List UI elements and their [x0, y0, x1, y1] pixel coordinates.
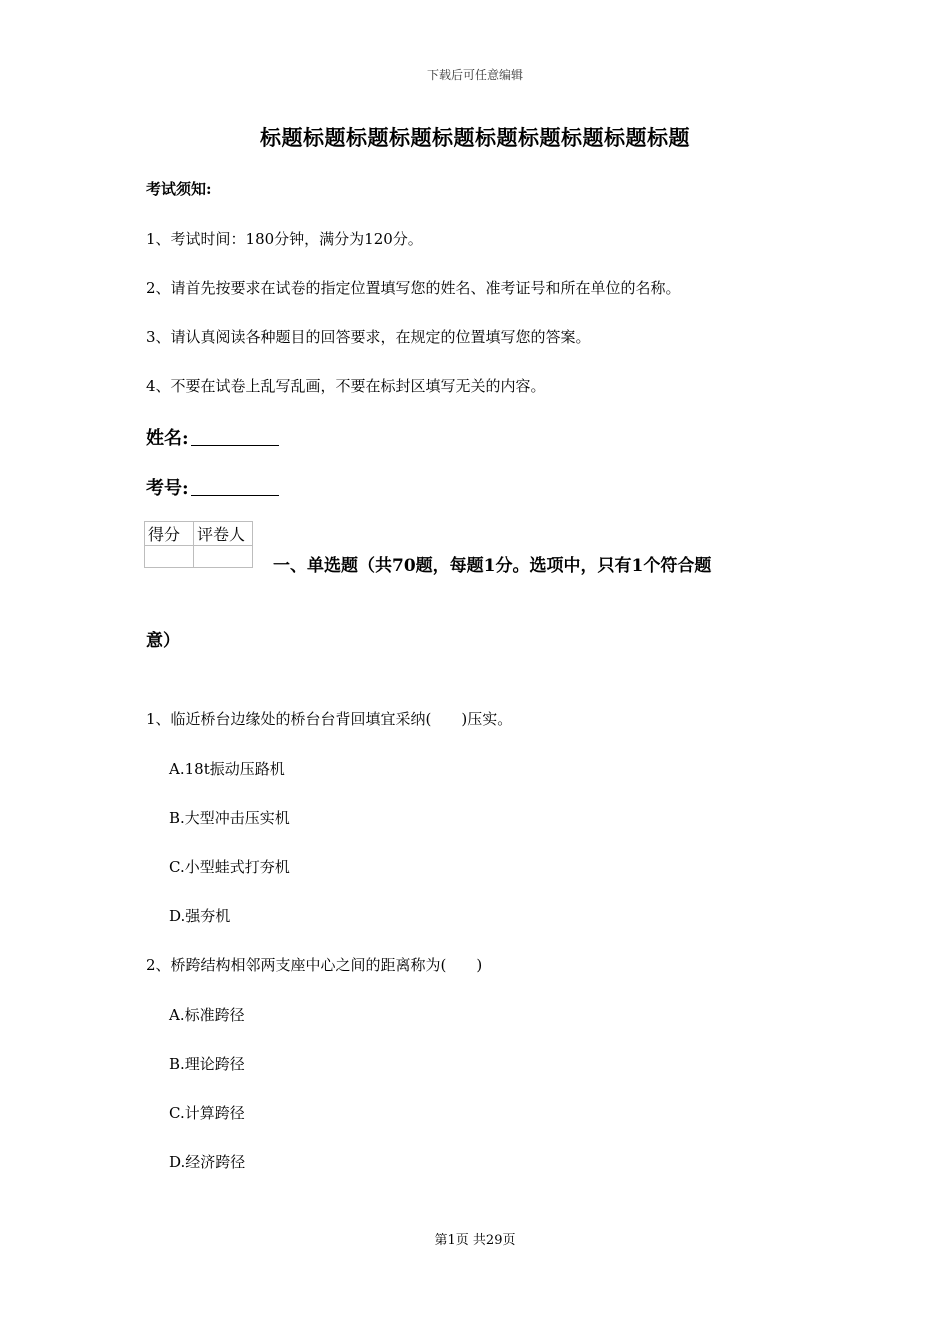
score-table: [144, 521, 253, 568]
answer-option[interactable]: C.小型蛙式打夯机: [169, 858, 290, 876]
id-label: 考号:: [146, 478, 189, 499]
answer-option[interactable]: A.18t振动压路机: [169, 760, 285, 778]
score-header: 得分: [145, 522, 194, 546]
notice-heading: 考试须知:: [146, 180, 212, 198]
name-field: [146, 424, 279, 450]
notice-item: 1、考试时间：180分钟，满分为120分。: [146, 230, 423, 248]
section-heading-continued: 意）: [146, 631, 180, 651]
answer-option[interactable]: B.大型冲击压实机: [169, 809, 290, 827]
name-blank[interactable]: [191, 427, 279, 446]
answer-option[interactable]: D.强夯机: [169, 907, 231, 925]
page-footer: 第1页 共29页: [434, 1233, 516, 1248]
notice-item: 4、不要在试卷上乱写乱画，不要在标封区填写无关的内容。: [146, 377, 546, 395]
answer-option[interactable]: A.标准跨径: [169, 1006, 245, 1024]
score-cell[interactable]: [145, 546, 194, 568]
page-header: 下载后可任意编辑: [426, 68, 523, 82]
question-stem: 1、临近桥台边缘处的桥台台背回填宜采纳( )压实。: [146, 710, 513, 728]
answer-option[interactable]: C.计算跨径: [169, 1104, 245, 1122]
id-blank[interactable]: [191, 477, 279, 496]
id-field: [146, 474, 279, 500]
question-stem: 2、桥跨结构相邻两支座中心之间的距离称为( ): [146, 956, 483, 974]
notice-item: 3、请认真阅读各种题目的回答要求，在规定的位置填写您的答案。: [146, 328, 591, 346]
section-heading: 一、单选题（共70题，每题1分。选项中，只有1个符合题: [273, 556, 712, 576]
answer-option[interactable]: D.经济跨径: [169, 1153, 246, 1171]
name-label: 姓名:: [146, 428, 189, 449]
notice-item: 2、请首先按要求在试卷的指定位置填写您的姓名、准考证号和所在单位的名称。: [146, 279, 681, 297]
grader-cell[interactable]: [194, 546, 253, 568]
document-title: 标题标题标题标题标题标题标题标题标题标题: [260, 125, 690, 150]
grader-header: 评卷人: [194, 522, 253, 546]
answer-option[interactable]: B.理论跨径: [169, 1055, 245, 1073]
